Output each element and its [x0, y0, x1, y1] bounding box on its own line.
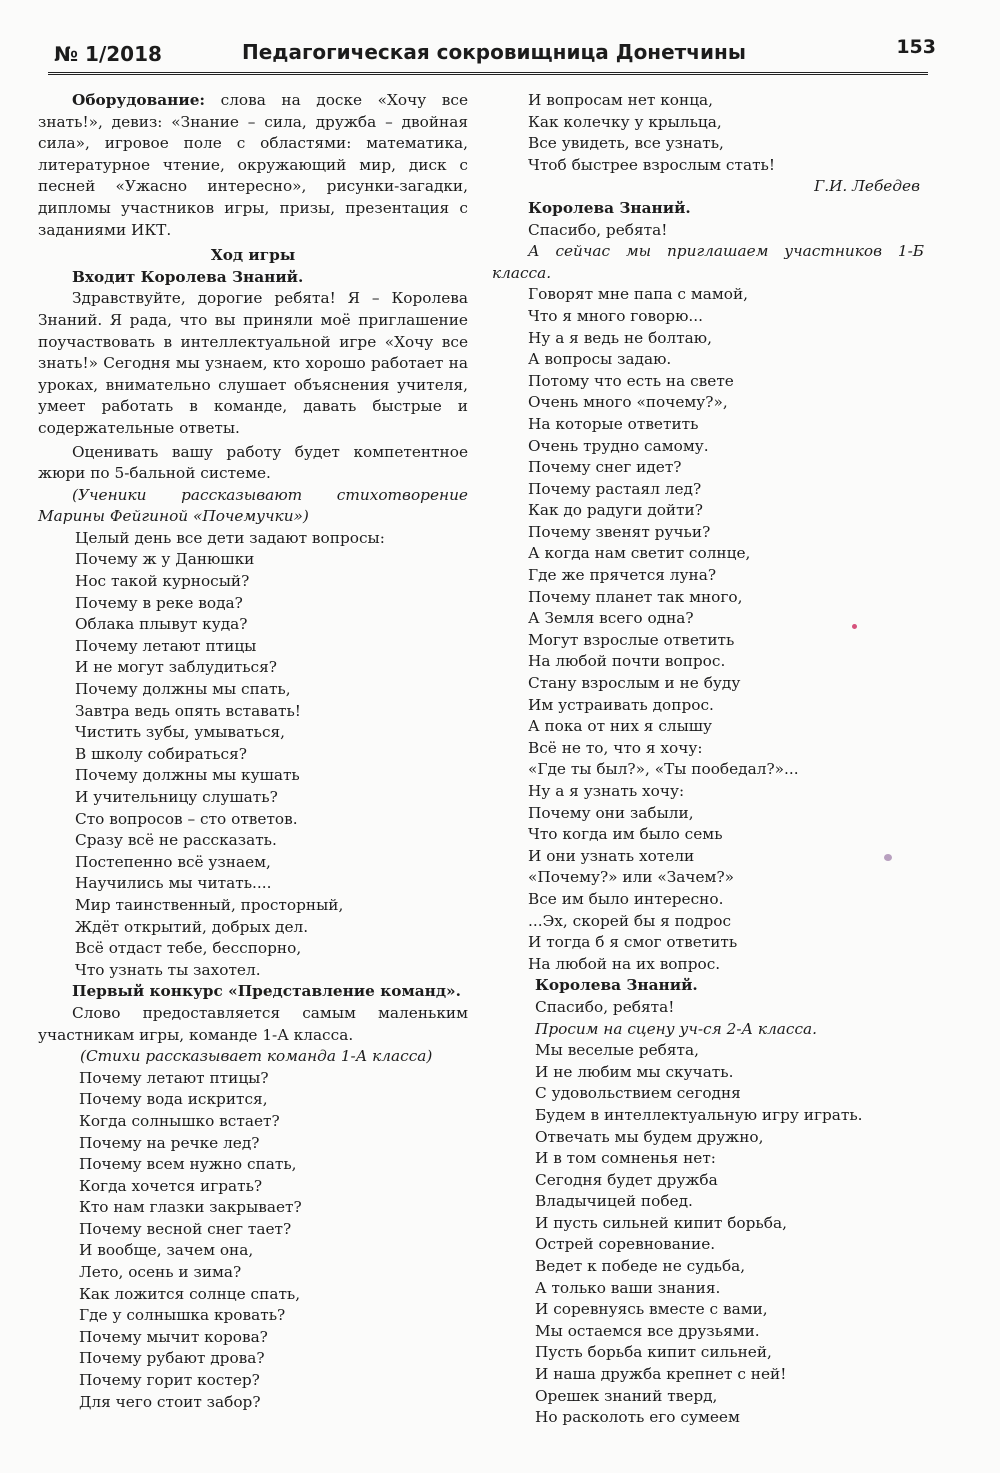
poem-line: Почему мычит корова? [79, 1327, 268, 1346]
poem-author: Г.И. Лебедев [814, 177, 920, 196]
poem-line: Владычицей побед. [535, 1192, 693, 1211]
poem-line: Ну а я узнать хочу: [528, 782, 685, 800]
ink-spot-2 [884, 854, 892, 861]
poem-line: «Где ты был?», «Ты пообедал?»... [528, 760, 799, 779]
poem-line: Почему всем нужно спать, [79, 1155, 297, 1174]
poem-line: Как до радуги дойти? [528, 501, 703, 520]
equipment-text: слова на доске «Хочу все знать!», девиз: «Знание – сила, дружба – двойная сила», игровое поле с областями: математика, литературное чтение, окружающий мир, диск с песней «Ужасно интересно», рисунки-загадки, дипломы участников игры, призы, презентация с заданиями ИКТ. [38, 91, 468, 239]
poem-line: Потому что есть на свете [528, 371, 734, 390]
page-header [48, 36, 936, 75]
left-column [38, 90, 468, 1413]
poem-line: Стану взрослым и не буду [528, 674, 741, 693]
poem-line: На которые ответить [528, 414, 699, 433]
poem-line: И не любим мы скучать. [535, 1062, 734, 1081]
poem-line: Облака плывут куда? [75, 615, 248, 634]
poem-pochemuchki [38, 528, 468, 981]
poem-line: Острей соревнование. [535, 1235, 716, 1254]
right-column [492, 90, 924, 1429]
contest-heading: Первый конкурс «Представление команд». [72, 982, 461, 1001]
poem-line: Почему горит костер? [79, 1371, 260, 1390]
contest-paragraph: Слово предоставляется самым маленьким участникам игры, команде 1-А класса. [38, 1003, 468, 1044]
poem-line: И пусть сильней кипит борьба, [535, 1213, 787, 1232]
poem-line: Чтоб быстрее взрослым стать! [528, 155, 776, 174]
poem-line: На любой на их вопрос. [528, 954, 721, 973]
poem-line: Сразу всё не рассказать. [75, 831, 277, 850]
poem-line: И не могут заблудиться? [75, 658, 277, 677]
poem-team-2a [492, 1040, 924, 1429]
poem-line: Целый день все дети задают вопросы: [75, 528, 385, 547]
poem-line: Почему рубают дрова? [79, 1349, 265, 1368]
poem-line: Говорят мне папа с мамой, [528, 285, 749, 304]
poem-line: Почему вода искрится, [79, 1090, 268, 1109]
poem-line: Нос такой курносый? [75, 572, 250, 591]
poem-line: Почему ж у Данюшки [75, 550, 255, 569]
poem-line: Очень трудно самому. [528, 436, 709, 455]
greeting-paragraph: Здравствуйте, дорогие ребята! Я – Королева Знаний. Я рада, что вы приняли моё приглашение поучаствовать в интеллектуальной игре «Хочу все знать!» Сегодня мы узнаем, кто хорошо работает на уроках, внимательно слушает объяснения учителя, умеет работать в команде, давать быстрые и содержательные ответы. [38, 289, 468, 437]
page-number: 153 [896, 36, 936, 58]
poem-line: Могут взрослые ответить [528, 630, 735, 649]
poem-line: И учительницу слушать? [75, 788, 278, 806]
poem-line: Мир таинственный, просторный, [75, 895, 344, 914]
poem-line: А только ваши знания. [535, 1278, 721, 1297]
issue-number: № 1/2018 [54, 42, 162, 66]
poem-line: Что когда им было семь [528, 825, 723, 844]
poem-line: Что я много говорю... [528, 306, 704, 325]
jury-paragraph: Оценивать вашу работу будет компетентное жюри по 5-бальной системе. [38, 442, 468, 483]
poem-line: Чистить зубы, умываться, [75, 723, 286, 742]
poem-line: ...Эх, скорей бы я подрос [528, 911, 732, 930]
poem-team-1b [492, 284, 924, 975]
poem-line: И вопросам нет конца, [528, 91, 714, 109]
poem-line: Почему в реке вода? [75, 593, 243, 612]
poem-line: Почему растаял лед? [528, 479, 702, 498]
poem-ending [492, 90, 924, 176]
poem-line: Всё отдаст тебе, бесспорно, [75, 939, 302, 958]
journal-title: Педагогическая сокровищница Донетчины [242, 40, 746, 64]
speaker-label-2: Королева Знаний. [535, 976, 698, 995]
poem-line: Лето, осень и зима? [79, 1263, 242, 1282]
poem-line: Почему планет так много, [528, 587, 743, 606]
poem-line: Все увидеть, все узнать, [528, 134, 724, 153]
poem-line: Кто нам глазки закрывает? [79, 1198, 302, 1217]
poem-line: Когда солнышко встает? [79, 1111, 280, 1130]
poem-line: Почему должны мы кушать [75, 766, 300, 785]
equipment-paragraph [38, 90, 468, 241]
poem-line: Мы веселые ребята, [535, 1041, 699, 1060]
poem-line: Почему снег идет? [528, 458, 682, 477]
section-heading: Ход игры [210, 246, 296, 265]
poem-line: Почему весной снег тает? [79, 1219, 292, 1238]
poem-line: И соревнуясь вместе с вами, [535, 1300, 768, 1319]
poem-line: Сегодня будет дружба [535, 1170, 718, 1189]
poem-line: Как колечку у крыльца, [528, 112, 722, 131]
poem-line: На любой почти вопрос. [528, 652, 726, 671]
poem-line: А Земля всего одна? [528, 609, 694, 628]
poem-line: Почему летают птицы [75, 636, 257, 655]
poem-line: Постепенно всё узнаем, [75, 852, 271, 871]
poem-line: Но расколоть его сумеем [535, 1408, 740, 1427]
poem-line: Почему звенят ручьи? [528, 522, 711, 541]
poem-line: И тогда б я смог ответить [528, 933, 738, 952]
team-note: (Стихи рассказывает команда 1-А класса) [80, 1047, 433, 1066]
poem-line: А вопросы задаю. [528, 350, 672, 369]
poem-line: «Почему?» или «Зачем?» [528, 868, 735, 887]
poem-note: (Ученики рассказывают стихотворение Марины Фейгиной «Почемучки») [38, 485, 468, 526]
poem-line: Очень много «почему?», [528, 393, 728, 412]
poem-line: Почему на речке лед? [79, 1133, 260, 1152]
stage-direction: Входит Королева Знаний. [72, 267, 304, 286]
poem-line: Будем в интеллектуальную игру играть. [535, 1105, 863, 1124]
speaker-label: Королева Знаний. [528, 198, 691, 217]
poem-line: Все им было интересно. [528, 889, 724, 908]
equipment-label: Оборудование: [72, 91, 206, 109]
poem-line: Ждёт открытий, добрых дел. [75, 917, 309, 936]
poem-line: Сто вопросов – сто ответов. [75, 809, 298, 828]
poem-line: Всё не то, что я хочу: [528, 738, 703, 757]
thanks-line: Спасибо, ребята! [528, 220, 668, 239]
poem-line: Им устраивать допрос. [528, 695, 714, 714]
poem-line: Научились мы читать.... [75, 874, 272, 893]
poem-line: Почему летают птицы? [79, 1068, 269, 1087]
poem-line: Ведет к победе не судьба, [535, 1257, 746, 1276]
poem-line: А пока от них я слышу [528, 717, 713, 736]
poem-line: Где у солнышка кровать? [79, 1306, 286, 1325]
poem-line: И в том сомненья нет: [535, 1149, 716, 1168]
thanks-line-2: Спасибо, ребята! [535, 997, 675, 1016]
poem-line: Как ложится солнце спать, [79, 1284, 301, 1303]
poem-line: И наша дружба крепнет с ней! [535, 1365, 787, 1384]
poem-line: Где же прячется луна? [528, 566, 717, 585]
poem-line: И вообще, зачем она, [79, 1241, 254, 1260]
invite-1b: А сейчас мы приглашаем участников 1-Б класса. [492, 242, 924, 282]
poem-line: Что узнать ты захотел. [75, 960, 261, 979]
poem-line: Завтра ведь опять вставать! [75, 701, 301, 720]
poem-line: Орешек знаний тверд, [535, 1386, 718, 1405]
poem-line: С удовольствием сегодня [535, 1084, 741, 1103]
poem-line: И они узнать хотели [528, 846, 695, 865]
poem-line: Когда хочется играть? [79, 1176, 263, 1195]
poem-line: Ну а я ведь не болтаю, [528, 328, 712, 347]
poem-line: Почему они забыли, [528, 803, 694, 822]
poem-line: Отвечать мы будем дружно, [535, 1127, 764, 1146]
poem-line: Почему должны мы спать, [75, 680, 291, 699]
poem-line: А когда нам светит солнце, [528, 544, 751, 563]
poem-line: Мы остаемся все друзьями. [535, 1321, 760, 1340]
ink-spot [852, 624, 857, 629]
poem-team-1a [38, 1068, 468, 1414]
poem-line: Для чего стоит забор? [79, 1392, 261, 1411]
poem-line: Пусть борьба кипит сильней, [535, 1343, 772, 1362]
poem-line: В школу собираться? [75, 744, 247, 763]
invite-2a: Просим на сцену уч-ся 2-А класса. [535, 1019, 818, 1038]
